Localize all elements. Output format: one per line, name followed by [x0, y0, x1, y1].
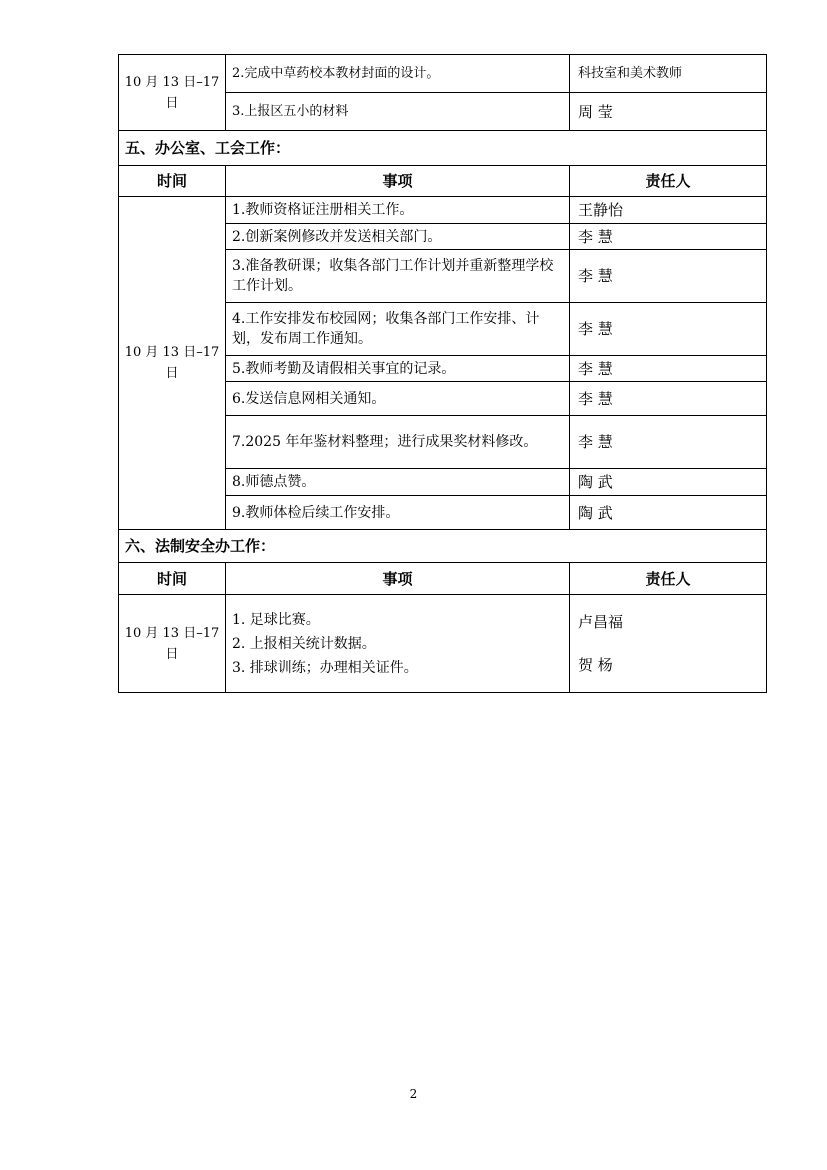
- time-cell: 10 月 13 日–17 日: [119, 55, 226, 131]
- header-person: 责任人: [570, 563, 767, 595]
- header-row: [119, 166, 767, 197]
- person-cell: 李 慧: [570, 250, 767, 303]
- header-time: 时间: [119, 563, 226, 595]
- item-cell: 2.完成中草药校本教材封面的设计。: [226, 55, 570, 93]
- section-title-row: [119, 530, 767, 563]
- table-row: [119, 55, 767, 93]
- header-item: 事项: [226, 563, 570, 595]
- list-item: 1. 足球比赛。: [232, 611, 320, 628]
- item-cell: 3.准备教研课；收集各部门工作计划并重新整理学校工作计划。: [226, 250, 570, 303]
- section-title-row: [119, 131, 767, 166]
- person-cell: 王静怡: [570, 197, 767, 224]
- person-cell: 李 慧: [570, 224, 767, 250]
- header-time: 时间: [119, 166, 226, 197]
- list-item: 2. 上报相关统计数据。: [232, 635, 376, 652]
- item-cell: 9.教师体检后续工作安排。: [226, 496, 570, 530]
- item-list-cell: [226, 595, 570, 693]
- list-item: 3. 排球训练；办理相关证件。: [232, 659, 418, 676]
- table-row: [119, 595, 767, 693]
- person-cell: 李 慧: [570, 382, 767, 416]
- person-cell: 李 慧: [570, 416, 767, 469]
- header-row: [119, 563, 767, 595]
- header-item: 事项: [226, 166, 570, 197]
- section-title: 五、办公室、工会工作：: [119, 131, 767, 166]
- item-cell: 5.教师考勤及请假相关事宜的记录。: [226, 356, 570, 382]
- person-cell: 李 慧: [570, 356, 767, 382]
- item-cell: 2.创新案例修改并发送相关部门。: [226, 224, 570, 250]
- item-cell: 7.2025 年年鉴材料整理；进行成果奖材料修改。: [226, 416, 570, 469]
- table-row: [119, 197, 767, 224]
- person-cell: 陶 武: [570, 496, 767, 530]
- person-cell: 周 莹: [570, 93, 767, 131]
- section-title: 六、法制安全办工作：: [119, 530, 767, 563]
- item-cell: 3.上报区五小的材料: [226, 93, 570, 131]
- work-schedule-table: [118, 54, 767, 693]
- person-cell: 科技室和美术教师: [570, 55, 767, 93]
- item-cell: 1.教师资格证注册相关工作。: [226, 197, 570, 224]
- item-cell: 4.工作安排发布校园网；收集各部门工作安排、计划，发布周工作通知。: [226, 303, 570, 356]
- header-person: 责任人: [570, 166, 767, 197]
- page-number: 2: [409, 1087, 418, 1101]
- person-cell: 李 慧: [570, 303, 767, 356]
- person-list-cell: [570, 595, 767, 693]
- person-name: 贺 杨: [578, 655, 613, 674]
- time-cell: 10 月 13 日–17 日: [119, 197, 226, 530]
- person-name: 卢昌福: [578, 612, 624, 631]
- time-cell: 10 月 13 日–17 日: [119, 595, 226, 693]
- person-cell: 陶 武: [570, 469, 767, 496]
- item-cell: 6.发送信息网相关通知。: [226, 382, 570, 416]
- item-cell: 8.师德点赞。: [226, 469, 570, 496]
